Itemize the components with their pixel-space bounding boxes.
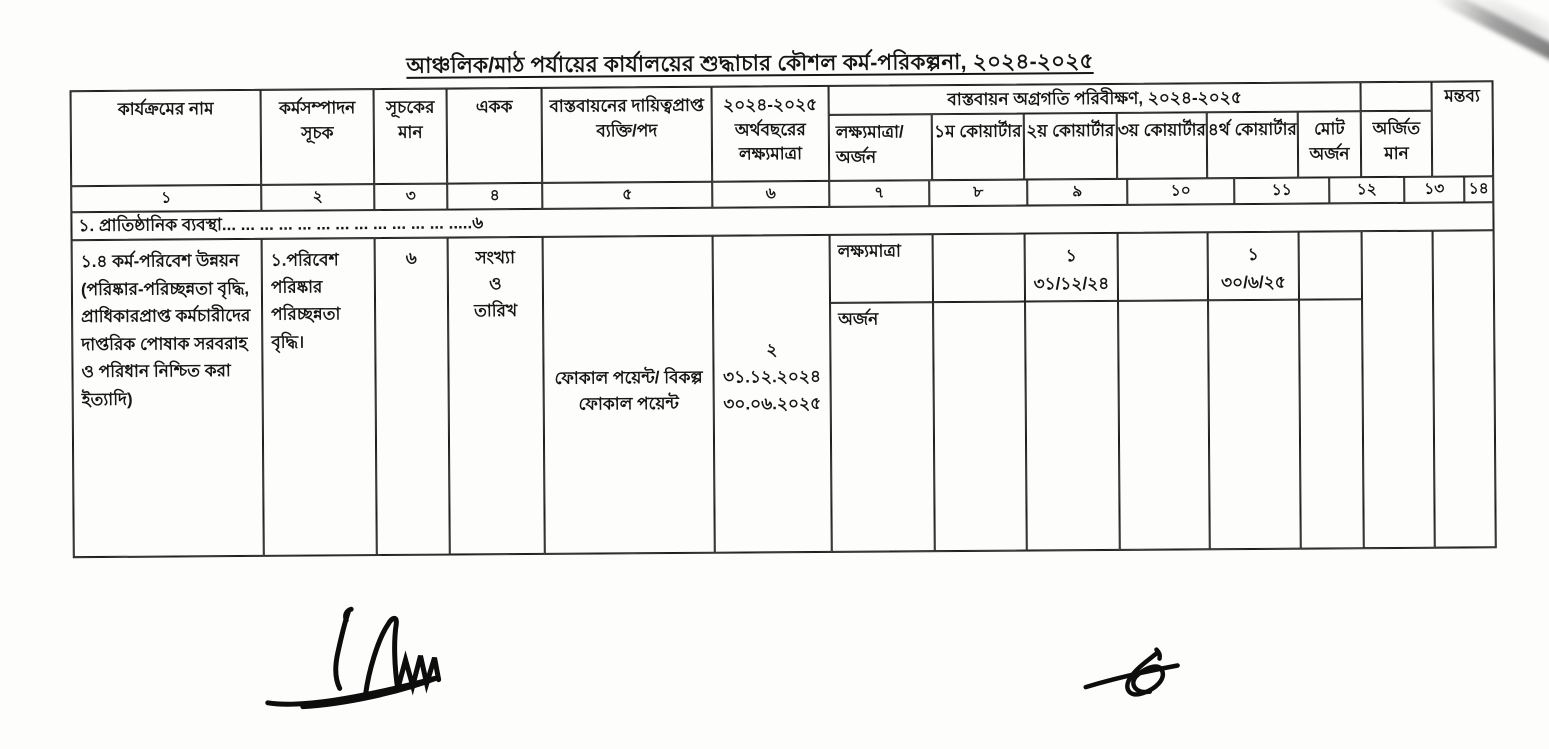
header-achieved-score: অর্জিত মান <box>1361 111 1432 177</box>
cell-q4-target <box>1208 232 1299 301</box>
cell-q3-target <box>1118 232 1208 301</box>
q4-target-date: ৩০/৬/২৫ <box>1220 272 1286 293</box>
header-remarks: মন্তব্য <box>1432 81 1494 176</box>
fy-target-line-3: ৩০.০৬.২০২৫ <box>723 394 822 415</box>
col-num-6: ৬ <box>712 181 829 208</box>
col-num-8: ৮ <box>929 180 1027 207</box>
cell-q1-achievement <box>933 302 1027 552</box>
unit-line-3: তারিখ <box>473 300 518 321</box>
q4-target-value: ১ <box>1247 244 1259 264</box>
cell-total-target <box>1299 231 1362 299</box>
col-num-3: ৩ <box>374 184 447 211</box>
signature-right <box>1077 642 1192 705</box>
col-num-12: ১২ <box>1329 177 1404 204</box>
header-q2: ২য় কোয়ার্টার <box>1024 113 1117 180</box>
cell-q2-achievement <box>1025 301 1120 551</box>
unit-line-2: ও <box>489 274 502 294</box>
header-achieved-score-empty <box>1361 82 1432 111</box>
header-responsible-person: বাস্তবায়নের দায়িত্বপ্রাপ্ত ব্যক্তি/পদ <box>542 87 713 183</box>
col-num-9: ৯ <box>1027 179 1127 206</box>
col-num-10: ১০ <box>1127 178 1234 205</box>
header-activity-name: কার্যক্রমের নাম <box>71 90 262 186</box>
cell-activity: ১.৪ কর্ম-পরিবেশ উন্নয়ন (পরিষ্কার-পরিচ্ছন্নতা বৃদ্ধি, প্রাধিকারপ্রাপ্ত কর্মচারীদের দাপ্তরিক পোষাক সরবরাহ ও পরিধান নিশ্চিত করা ইত্যাদি) <box>72 239 264 557</box>
header-q4: ৪র্থ কোয়ার্টার <box>1207 112 1298 179</box>
col-num-14: ১৪ <box>1464 176 1493 202</box>
fy-target-line-1: ২ <box>766 340 778 360</box>
cell-fy-target <box>713 235 832 553</box>
q2-target-value: ১ <box>1065 246 1077 266</box>
cell-q1-target <box>933 234 1025 303</box>
header-target-achievement: লক্ষ্যমাত্রা/ অর্জন <box>829 114 932 181</box>
header-q3: ৩য় কোয়ার্টার <box>1117 112 1207 179</box>
header-unit: একক <box>447 88 543 184</box>
header-fy-target: ২০২৪-২০২৫ অর্থবছরের লক্ষ্যমাত্রা <box>712 86 830 182</box>
col-num-11: ১১ <box>1234 177 1329 204</box>
col-num-1: ১ <box>71 185 261 212</box>
col-num-4: ৪ <box>447 183 542 210</box>
cell-q4-achievement <box>1208 300 1301 550</box>
cell-unit <box>448 237 545 555</box>
col-num-2: ২ <box>261 184 374 211</box>
col-num-7: ৭ <box>829 180 929 207</box>
q2-target-date: ৩১/১২/২৪ <box>1033 274 1110 294</box>
col-num-5: ৫ <box>542 182 712 209</box>
col-num-13: ১৩ <box>1404 176 1464 202</box>
cell-total-achievement <box>1299 299 1364 548</box>
cell-q3-achievement <box>1118 300 1210 550</box>
cell-indicator: ১.পরিবেশ পরিষ্কার পরিচ্ছন্নতা বৃদ্ধি। <box>262 238 377 556</box>
fy-target-line-2: ৩১.১২.২০২৪ <box>723 367 822 387</box>
header-q1: ১ম কোয়ার্টার <box>932 114 1024 181</box>
signature-left <box>247 596 458 712</box>
cell-responsible: ফোকাল পয়েন্ট/ বিকল্প ফোকাল পয়েন্ট <box>543 236 715 554</box>
cell-remarks <box>1433 230 1496 547</box>
cell-achieved-score <box>1362 231 1435 548</box>
header-performance-indicator: কর্মসম্পাদন সূচক <box>261 89 375 185</box>
cell-achievement-label: অর্জন <box>830 302 935 552</box>
cell-target-label: লক্ষ্যমাত্রা <box>830 234 933 303</box>
page-title: আঞ্চলিক/মাঠ পর্যায়ের কার্যালয়ের শুদ্ধাচার কৌশল কর্ম-পরিকল্পনা, ২০২৪-২০২৫ <box>406 49 1094 78</box>
header-monitoring-group: বাস্তবায়ন অগ্রগতি পরিবীক্ষণ, ২০২৪-২০২৫ <box>829 82 1361 115</box>
unit-line-1: সংখ্যা <box>475 248 516 268</box>
cell-q2-target <box>1025 233 1118 302</box>
cell-indicator-value: ৬ <box>375 238 450 556</box>
header-total-achievement: মোট অর্জন <box>1298 111 1361 177</box>
work-plan-table <box>71 81 1496 557</box>
section-heading: ১. প্রাতিষ্ঠানিক ব্যবস্থা... ... ... ... ... ... ... ... ... ... ... ... .....৬ <box>71 202 1493 240</box>
header-indicator-value: সূচকের মান <box>374 89 448 185</box>
